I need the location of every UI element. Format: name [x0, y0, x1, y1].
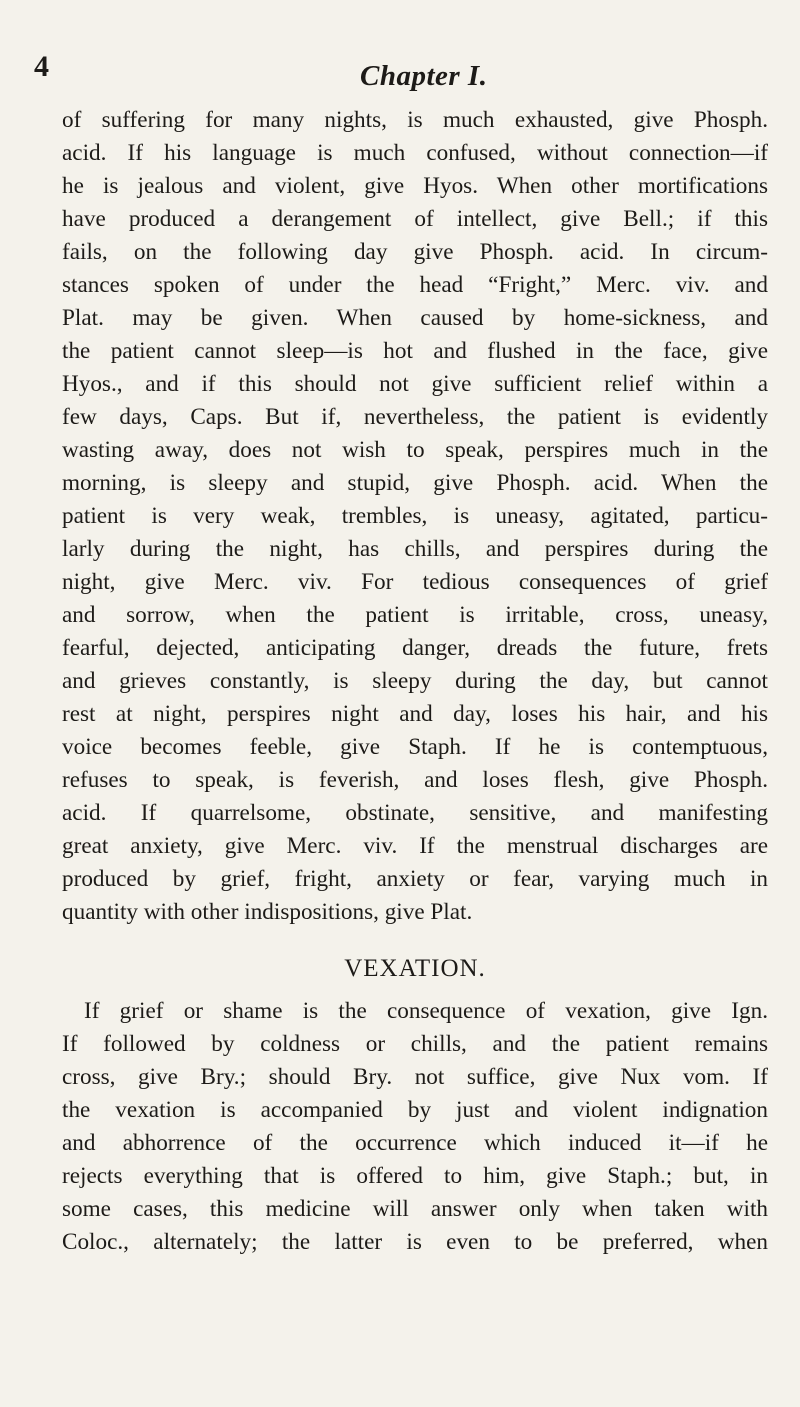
text-line: great anxiety, give Merc. viv. If the menstrual discharges are [62, 833, 768, 859]
text-line: wasting away, does not wish to speak, perspires much in the [62, 437, 768, 463]
text-line: some cases, this medicine will answer only when taken with [62, 1196, 768, 1222]
text-line: rejects everything that is offered to him, give Staph.; but, in [62, 1163, 768, 1189]
text-line: rest at night, perspires night and day, loses his hair, and his [62, 701, 768, 727]
text-line: If grief or shame is the consequence of vexation, give Ign. [84, 998, 768, 1024]
paragraph-vexation [62, 995, 768, 1259]
body-text [62, 104, 768, 1259]
text-line: of suffering for many nights, is much exhausted, give Phosph. [62, 107, 768, 133]
text-line: fearful, dejected, anticipating danger, dreads the future, frets [62, 635, 768, 661]
paragraph-continued [62, 104, 768, 929]
text-line: quantity with other indispositions, give Plat. [62, 899, 473, 925]
text-line: produced by grief, fright, anxiety or fear, varying much in [62, 866, 768, 892]
text-line: If followed by coldness or chills, and the patient remains [62, 1031, 768, 1057]
text-line: Coloc., alternately; the latter is even to be preferred, when [62, 1229, 768, 1255]
text-line: night, give Merc. viv. For tedious consequences of grief [62, 569, 768, 595]
text-line: morning, is sleepy and stupid, give Phosph. acid. When the [62, 470, 768, 496]
text-line: and grieves constantly, is sleepy during the day, but cannot [62, 668, 768, 694]
text-line: Hyos., and if this should not give sufficient relief within a [62, 371, 768, 397]
text-line: and abhorrence of the occurrence which induced it—if he [62, 1130, 768, 1156]
page-number: 4 [34, 50, 49, 83]
text-line: fails, on the following day give Phosph. acid. In circum- [62, 239, 768, 265]
text-line: larly during the night, has chills, and perspires during the [62, 536, 768, 562]
text-line: stances spoken of under the head “Fright,” Merc. viv. and [62, 272, 768, 298]
text-line: have produced a derangement of intellect, give Bell.; if this [62, 206, 768, 232]
running-head: Chapter I. [360, 60, 488, 92]
text-line: patient is very weak, trembles, is uneasy, agitated, particu- [62, 503, 768, 529]
text-line: few days, Caps. But if, nevertheless, the patient is evidently [62, 404, 768, 430]
text-line: acid. If his language is much confused, without connection—if [62, 140, 768, 166]
text-line: the vexation is accompanied by just and violent indignation [62, 1097, 768, 1123]
text-line: and sorrow, when the patient is irritable, cross, uneasy, [62, 602, 768, 628]
text-line: voice becomes feeble, give Staph. If he is contemptuous, [62, 734, 768, 760]
text-line: cross, give Bry.; should Bry. not suffice, give Nux vom. If [62, 1064, 768, 1090]
text-line: Plat. may be given. When caused by home-sickness, and [62, 305, 768, 331]
section-heading: VEXATION. [344, 955, 486, 982]
text-line: refuses to speak, is feverish, and loses flesh, give Phosph. [62, 767, 768, 793]
text-line: he is jealous and violent, give Hyos. When other mortifications [62, 173, 768, 199]
text-line: the patient cannot sleep—is hot and flushed in the face, give [62, 338, 768, 364]
text-line: acid. If quarrelsome, obstinate, sensitive, and manifesting [62, 800, 768, 826]
